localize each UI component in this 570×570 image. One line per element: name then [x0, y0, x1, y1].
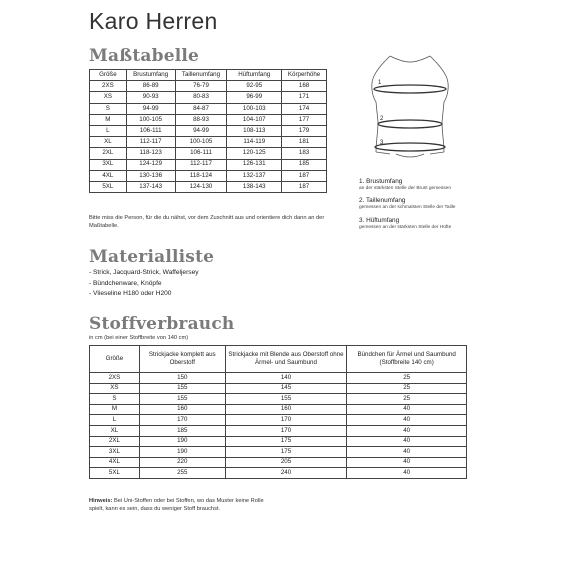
mass-table-cell: 168 — [282, 81, 327, 92]
legend-description: gemessen an der schmalsten Stelle der Taille — [359, 205, 456, 211]
fabric-table-cell: 40 — [347, 415, 467, 426]
mass-table-cell: 80-83 — [175, 92, 227, 103]
mass-table-column-header: Taillenumfang — [175, 70, 227, 81]
mass-table-column-header: Brustumfang — [126, 70, 175, 81]
mass-table-cell: 2XS — [90, 81, 127, 92]
mass-table-cell: 112-117 — [175, 159, 227, 170]
fabric-table-cell: 40 — [347, 404, 467, 415]
material-item: - Bündchenware, Knöpfe — [89, 279, 162, 287]
fabric-table-cell: 145 — [225, 383, 347, 394]
mass-table-cell: 94-99 — [175, 125, 227, 136]
mass-table-cell: 3XL — [90, 159, 127, 170]
mass-table-row — [90, 181, 327, 192]
mass-table-cell: 106-111 — [175, 148, 227, 159]
mass-table-cell: 5XL — [90, 181, 127, 192]
material-item: - Strick, Jacquard-Strick, Waffeljersey — [89, 269, 199, 276]
mark-1: 1 — [378, 80, 382, 86]
fabric-table-cell: 190 — [139, 436, 225, 447]
mass-table-cell: 183 — [282, 148, 327, 159]
mass-table-cell: 132-137 — [227, 170, 282, 181]
fabric-table-column-header: Bündchen für Ärmel und Saumbund (Stoffbreite 140 cm) — [347, 346, 467, 373]
mass-table-cell: 124-129 — [126, 159, 175, 170]
fabric-table-cell: 160 — [139, 404, 225, 415]
mark-2: 2 — [380, 116, 384, 122]
mass-table-body — [90, 81, 327, 193]
fabric-table-cell: 220 — [139, 457, 225, 468]
mass-table-cell: 106-111 — [126, 125, 175, 136]
legend-item — [359, 217, 559, 230]
fabric-table-row — [90, 457, 467, 468]
fabric-table-row — [90, 436, 467, 447]
fabric-table-cell: 150 — [139, 373, 225, 384]
fabric-table-cell: 40 — [347, 457, 467, 468]
fabric-table-cell: 40 — [347, 436, 467, 447]
mass-table-cell: 124-130 — [175, 181, 227, 192]
fabric-table-cell: 25 — [347, 394, 467, 405]
fabric-heading: Stoffverbrauch — [89, 314, 235, 334]
fabric-table-header-row — [90, 346, 467, 373]
fabric-table-row — [90, 373, 467, 384]
fabric-table-cell: 160 — [225, 404, 347, 415]
fabric-table-cell: 3XL — [90, 447, 140, 458]
fabric-table-row — [90, 394, 467, 405]
mass-table-row — [90, 170, 327, 181]
mass-table-heading: Maßtabelle — [89, 46, 200, 66]
mass-table-cell: 100-105 — [175, 137, 227, 148]
mass-table-cell: 84-87 — [175, 103, 227, 114]
mass-table-cell: 137-143 — [126, 181, 175, 192]
mass-table-cell: 120-125 — [227, 148, 282, 159]
fabric-table-cell: 2XL — [90, 436, 140, 447]
fabric-table-cell: 5XL — [90, 468, 140, 479]
fabric-table-cell: XL — [90, 425, 140, 436]
legend-label: 3. Hüftumfang — [359, 216, 400, 224]
mass-table-column-header: Größe — [90, 70, 127, 81]
mass-table-cell: 126-131 — [227, 159, 282, 170]
mark-3: 3 — [380, 140, 384, 146]
mass-table-row — [90, 114, 327, 125]
mass-table-cell: 4XL — [90, 170, 127, 181]
legend-description: gemessen an der stärksten Stelle der Hüfte — [359, 224, 452, 230]
hint-label: Hinweis: — [89, 498, 113, 504]
fabric-table-column-header: Strickjacke komplett aus Oberstoff — [139, 346, 225, 373]
fabric-table-cell: 40 — [347, 425, 467, 436]
mass-table-cell: 100-103 — [227, 103, 282, 114]
fabric-table-cell: 170 — [139, 415, 225, 426]
mass-table-cell: 90-93 — [126, 92, 175, 103]
fabric-table-column-header: Größe — [90, 346, 140, 373]
mass-table-cell: 187 — [282, 181, 327, 192]
mass-table-cell: 100-105 — [126, 114, 175, 125]
legend-item — [359, 178, 559, 191]
legend-label: 2. Taillenumfang — [359, 197, 406, 205]
fabric-table-row — [90, 415, 467, 426]
fabric-table-row — [90, 447, 467, 458]
mass-table-cell: 179 — [282, 125, 327, 136]
mass-table-row — [90, 81, 327, 92]
mass-table-cell: 108-113 — [227, 125, 282, 136]
fabric-table-column-header: Strickjacke mit Blende aus Oberstoff ohne Ärmel- und Saumbund — [225, 346, 347, 373]
hint-text-2: spielt, kann es sein, dass du weniger Stoff brauchst. — [89, 506, 221, 513]
fabric-table-cell: 2XS — [90, 373, 140, 384]
fabric-table-cell: 4XL — [90, 457, 140, 468]
mass-table-cell: 76-79 — [175, 81, 227, 92]
mass-table-cell: 86-89 — [126, 81, 175, 92]
mass-table-cell: XS — [90, 92, 127, 103]
mass-table-cell: 118-124 — [175, 170, 227, 181]
legend-label: 1. Brustumfang — [359, 178, 403, 185]
fabric-table-cell: 175 — [225, 436, 347, 447]
fabric-table-cell: 170 — [225, 415, 347, 426]
fabric-table-cell: 190 — [139, 447, 225, 458]
bust-line — [374, 85, 446, 93]
fabric-table-cell: 155 — [139, 383, 225, 394]
fabric-table-cell: 240 — [225, 468, 347, 479]
mass-table-cell: L — [90, 125, 127, 136]
fabric-table-row — [90, 425, 467, 436]
fabric-table-cell: XS — [90, 383, 140, 394]
mass-table-row — [90, 137, 327, 148]
fabric-table-cell: 255 — [139, 468, 225, 479]
mass-table-cell: S — [90, 103, 127, 114]
mass-table-header-row — [90, 70, 327, 81]
body-measurement-figure — [360, 50, 460, 170]
fabric-table-cell: 25 — [347, 373, 467, 384]
mass-table-cell: 88-93 — [175, 114, 227, 125]
mass-table-cell: M — [90, 114, 127, 125]
mass-table-cell: XL — [90, 137, 127, 148]
mass-table-cell: 114-119 — [227, 137, 282, 148]
materials-list — [89, 268, 199, 300]
fabric-table-cell: 175 — [225, 447, 347, 458]
mass-table-cell: 187 — [282, 170, 327, 181]
mass-table-cell: 130-136 — [126, 170, 175, 181]
mass-table-cell: 118-123 — [126, 148, 175, 159]
mass-table-cell: 96-99 — [227, 92, 282, 103]
fabric-table-row — [90, 468, 467, 479]
fabric-table-cell: 185 — [139, 425, 225, 436]
fabric-table-cell: 170 — [225, 425, 347, 436]
waist-line — [378, 120, 442, 128]
mass-table-row — [90, 148, 327, 159]
mass-table-column-header: Körperhöhe — [282, 70, 327, 81]
hip-line — [375, 143, 445, 151]
hint-text: Bei Uni-Stoffen oder bei Stoffen, wo das Muster keine Rolle — [112, 498, 264, 504]
fabric-table-cell: 205 — [225, 457, 347, 468]
mass-table-row — [90, 92, 327, 103]
mass-table — [89, 69, 327, 193]
mass-table-cell: 94-99 — [126, 103, 175, 114]
fabric-table-cell: 155 — [139, 394, 225, 405]
measurement-legend — [359, 178, 559, 236]
fabric-table-cell: 40 — [347, 447, 467, 458]
mass-table-row — [90, 103, 327, 114]
fabric-subtitle: in cm (bei einer Stoffbreite von 140 cm) — [89, 335, 189, 341]
fabric-table-cell: S — [90, 394, 140, 405]
mass-table-cell: 174 — [282, 103, 327, 114]
fabric-table-cell: 155 — [225, 394, 347, 405]
fabric-table — [89, 345, 467, 479]
fabric-table-cell: 25 — [347, 383, 467, 394]
mass-table-row — [90, 159, 327, 170]
fabric-table-row — [90, 404, 467, 415]
mass-table-column-header: Hüftumfang — [227, 70, 282, 81]
fabric-table-cell: 140 — [225, 373, 347, 384]
mass-table-cell: 138-143 — [227, 181, 282, 192]
page-title: Karo Herren — [89, 8, 218, 34]
fabric-table-body — [90, 373, 467, 479]
legend-item — [359, 197, 559, 210]
mass-table-cell: 171 — [282, 92, 327, 103]
mass-table-note: Bitte miss die Person, für die du nähst, vor dem Zuschnitt aus und orientiere dich dann an der Maßtabelle. — [89, 215, 325, 230]
mass-table-cell: 92-95 — [227, 81, 282, 92]
legend-description: an der stärksten Stelle der Brust gemessen — [359, 185, 451, 191]
mass-table-cell: 2XL — [90, 148, 127, 159]
materials-heading: Materialliste — [89, 247, 215, 267]
mass-table-cell: 112-117 — [126, 137, 175, 148]
fabric-table-row — [90, 383, 467, 394]
material-item: - Vlieseline H180 oder H200 — [89, 290, 172, 297]
mass-table-cell: 181 — [282, 137, 327, 148]
fabric-table-cell: 40 — [347, 468, 467, 479]
fabric-table-cell: L — [90, 415, 140, 426]
mass-table-cell: 185 — [282, 159, 327, 170]
fabric-hint — [89, 497, 349, 514]
mass-table-cell: 177 — [282, 114, 327, 125]
mass-table-row — [90, 125, 327, 136]
mass-table-cell: 104-107 — [227, 114, 282, 125]
fabric-table-cell: M — [90, 404, 140, 415]
